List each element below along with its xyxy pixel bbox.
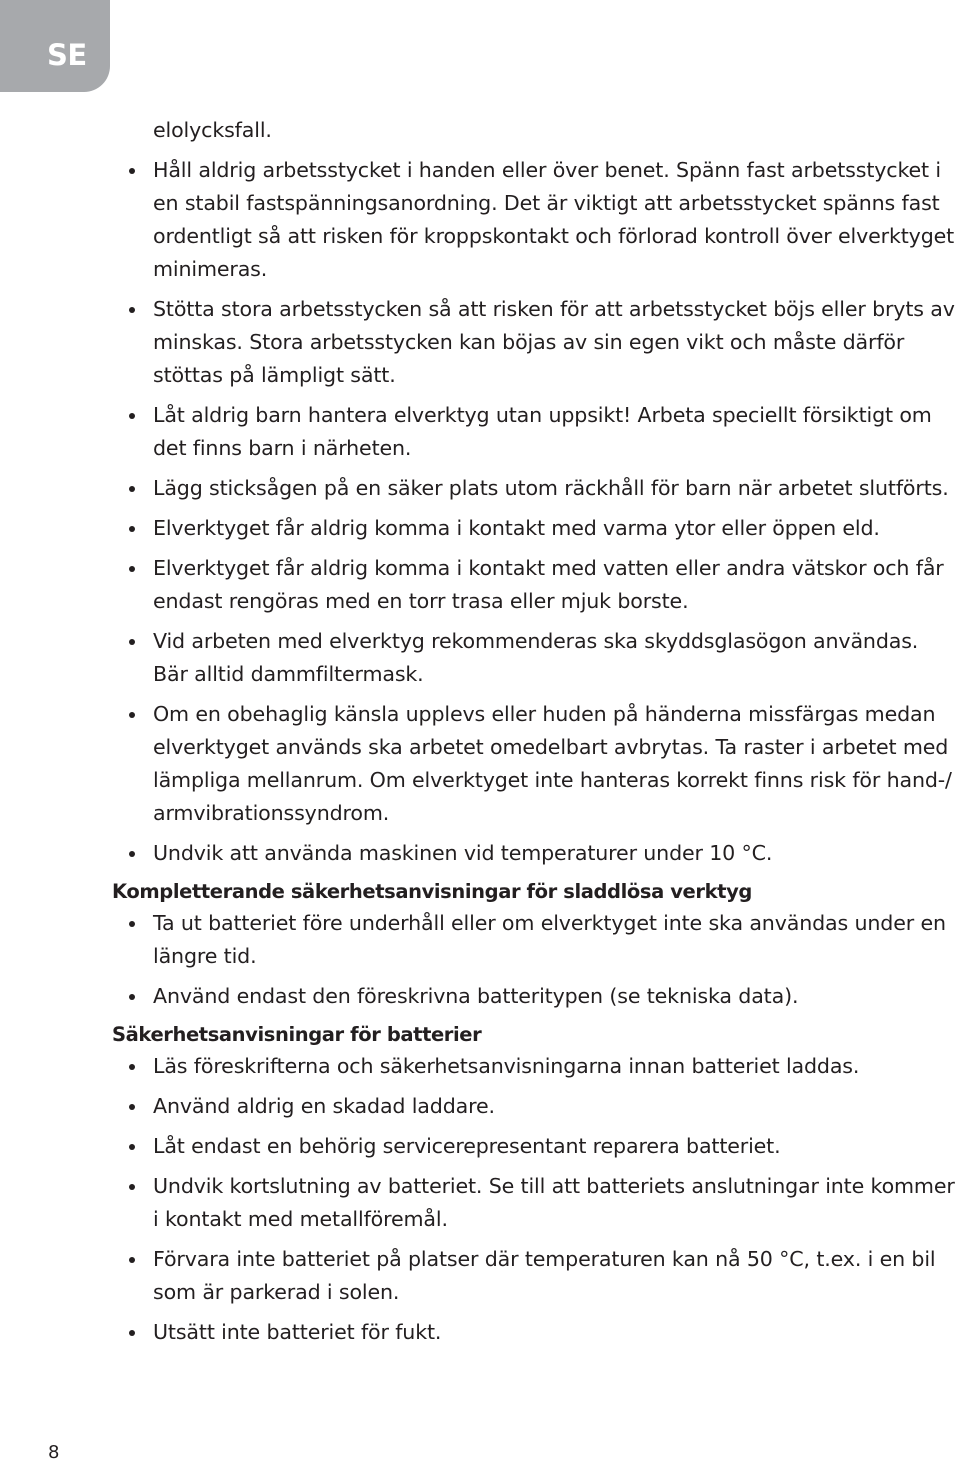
list-item: Låt aldrig barn hantera elverktyg utan uppsikt! Arbeta speciellt försiktigt om det finns barn i närheten. [112, 399, 958, 465]
section-heading-batteries: Säkerhetsanvisningar för batterier [112, 1023, 482, 1046]
list-item: Läs föreskrifterna och säkerhetsanvisningarna innan batteriet laddas. [112, 1050, 958, 1083]
section-heading-cordless: Kompletterande säkerhetsanvisningar för sladdlösa verktyg [112, 880, 752, 903]
list-item: Lägg sticksågen på en säker plats utom räckhåll för barn när arbetet slutförts. [112, 472, 958, 505]
language-tab-label: SE [47, 38, 87, 72]
cordless-safety-list [112, 907, 958, 1013]
list-item: Stötta stora arbetsstycken så att risken för att arbetsstycket böjs eller bryts av minskas. Stora arbetsstycken kan böjas av sin egen vikt och måste därför stöttas på lämpligt sätt. [112, 293, 958, 392]
battery-safety-list [112, 1050, 958, 1349]
list-item: Håll aldrig arbetsstycket i handen eller över benet. Spänn fast arbetsstycket i en stabil fastspänningsanordning. Det är viktigt att arbetsstycket spänns fast ordentligt så att risken för kroppskontakt och förlorad kontroll över elverktyget minimeras. [112, 154, 958, 286]
list-item: Undvik kortslutning av batteriet. Se till att batteriets anslutningar inte kommer i kontakt med metallföremål. [112, 1170, 958, 1236]
list-item: Använd endast den föreskrivna batteritypen (se tekniska data). [112, 980, 958, 1013]
list-item: Om en obehaglig känsla upplevs eller huden på händerna missfärgas medan elverktyget används ska arbetet omedelbart avbrytas. Ta raster i arbetet med lämpliga mellanrum. Om elverktyget inte hanteras korrekt finns risk för hand-/ armvibrationssyndrom. [112, 698, 958, 830]
list-item: Förvara inte batteriet på platser där temperaturen kan nå 50 °C, t.ex. i en bil som är parkerad i solen. [112, 1243, 958, 1309]
language-tab [0, 0, 110, 92]
list-item: Vid arbeten med elverktyg rekommenderas ska skyddsglasögon användas. Bär alltid dammfiltermask. [112, 625, 958, 691]
list-item: Elverktyget får aldrig komma i kontakt med vatten eller andra vätskor och får endast rengöras med en torr trasa eller mjuk borste. [112, 552, 958, 618]
page-number: 8 [48, 1442, 60, 1463]
list-item: Elverktyget får aldrig komma i kontakt med varma ytor eller öppen eld. [112, 512, 958, 545]
list-item: Utsätt inte batteriet för fukt. [112, 1316, 958, 1349]
general-safety-list [112, 154, 958, 870]
list-item: Låt endast en behörig servicerepresentant reparera batteriet. [112, 1130, 958, 1163]
list-item: Använd aldrig en skadad laddare. [112, 1090, 958, 1123]
list-item: Ta ut batteriet före underhåll eller om elverktyget inte ska användas under en längre tid. [112, 907, 958, 973]
continued-text: elolycksfall. [153, 118, 272, 142]
list-item: Undvik att använda maskinen vid temperaturer under 10 °C. [112, 837, 958, 870]
page-content [112, 114, 958, 1356]
